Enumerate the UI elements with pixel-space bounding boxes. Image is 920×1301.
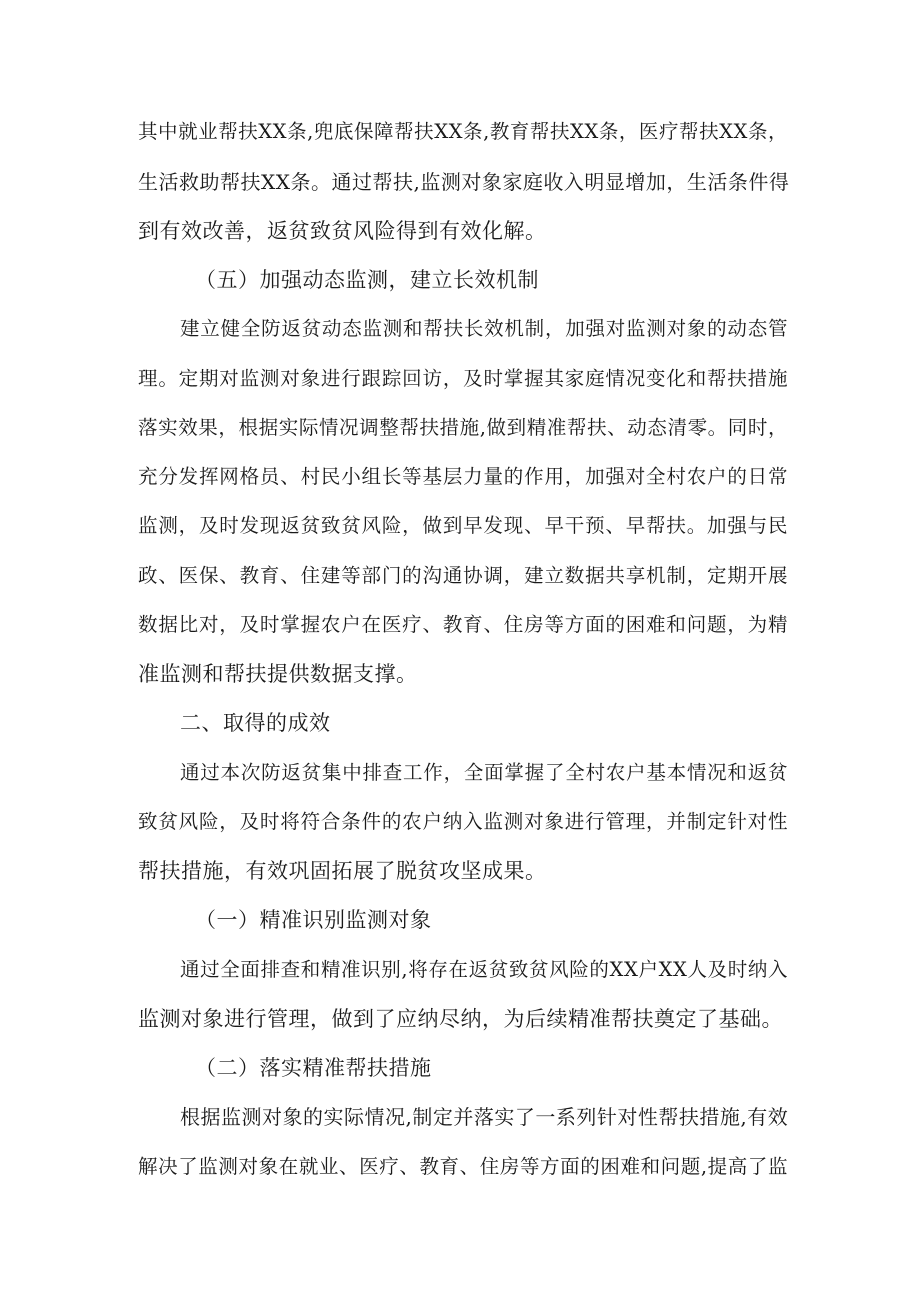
paragraph-line: 到有效改善，返贫致贫风险得到有效化解。 — [138, 219, 547, 243]
section-heading: （一）精准识别监测对象 — [195, 908, 432, 932]
paragraph-line: 通过全面排查和精准识别,将存在返贫致贫风险的XX户XX人及时纳入 — [180, 958, 788, 981]
paragraph-line: 解决了监测对象在就业、医疗、教育、住房等方面的困难和问题,提高了监 — [138, 1155, 788, 1178]
paragraph-line: 监测对象进行管理，做到了应纳尽纳，为后续精准帮扶奠定了基础。 — [138, 1007, 783, 1031]
paragraph-line: 致贫风险，及时将符合条件的农户纳入监测对象进行管理，并制定针对性 — [138, 810, 788, 833]
paragraph-line: 根据监测对象的实际情况,制定并落实了一系列针对性帮扶措施,有效 — [180, 1105, 789, 1129]
section-heading: （二）落实精准帮扶措施 — [195, 1056, 432, 1080]
paragraph-line: 数据比对，及时掌握农户在医疗、教育、住房等方面的困难和问题，为精 — [138, 613, 788, 636]
paragraph-line: 政、医保、教育、住建等部门的沟通协调，建立数据共享机制，定期开展 — [138, 564, 788, 587]
paragraph-line: 帮扶措施，有效巩固拓展了脱贫攻坚成果。 — [138, 859, 547, 883]
paragraph-line: 准监测和帮扶提供数据支撑。 — [138, 662, 418, 686]
section-heading: （五）加强动态监测，建立长效机制 — [195, 268, 539, 292]
paragraph-line: 建立健全防返贫动态监测和帮扶长效机制，加强对监测对象的动态管 — [180, 317, 788, 340]
paragraph-line: 理。定期对监测对象进行跟踪回访，及时掌握其家庭情况变化和帮扶措施 — [138, 367, 788, 390]
paragraph-line: 充分发挥网格员、村民小组长等基层力量的作用，加强对全村农户的日常 — [138, 465, 788, 488]
paragraph-line: 落实效果，根据实际情况调整帮扶措施,做到精准帮扶、动态清零。同时， — [138, 416, 788, 439]
paragraph-line: 其中就业帮扶XX条,兜底保障帮扶XX条,教育帮扶XX条，医疗帮扶XX条， — [138, 120, 788, 143]
paragraph-line: 通过本次防返贫集中排查工作，全面掌握了全村农户基本情况和返贫 — [180, 761, 788, 784]
paragraph-line: 生活救助帮扶XX条。通过帮扶,监测对象家庭收入明显增加，生活条件得 — [138, 170, 790, 194]
chapter-heading: 二、取得的成效 — [180, 711, 331, 735]
paragraph-line: 监测，及时发现返贫致贫风险，做到早发现、早干预、早帮扶。加强与民 — [138, 514, 788, 537]
